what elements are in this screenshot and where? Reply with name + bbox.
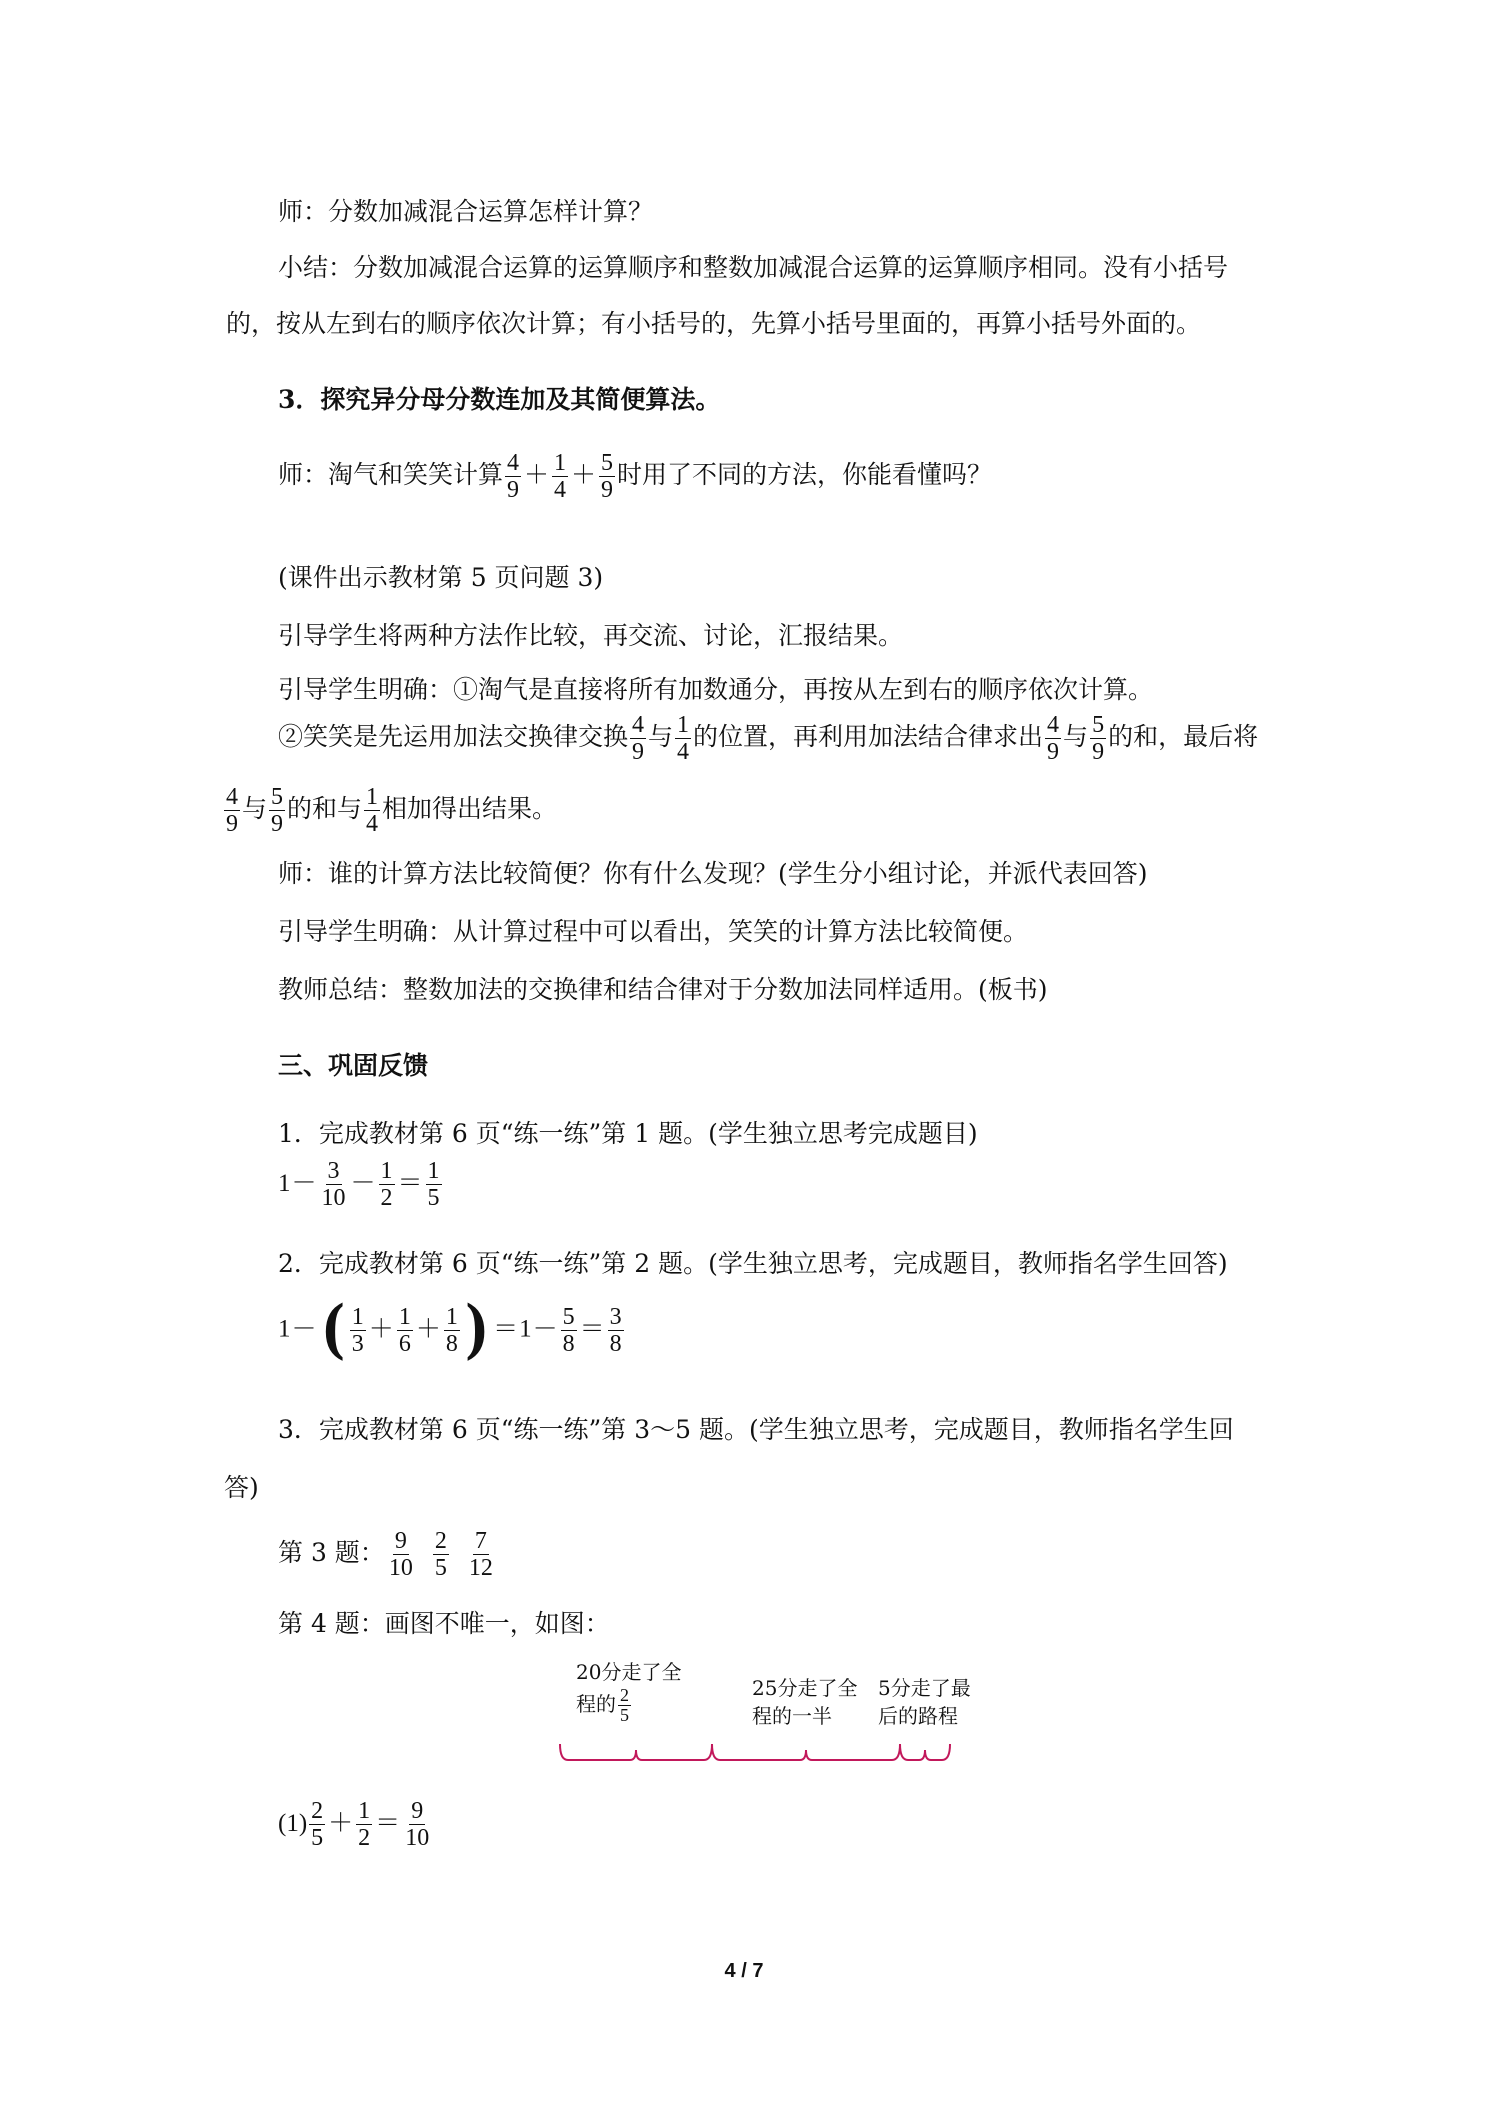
left-parenthesis: ( (320, 1292, 345, 1367)
fraction (426, 1158, 442, 1211)
denominator: 10 (388, 1555, 413, 1581)
paragraph-summary-line2: 的，按从左到右的顺序依次计算；有小括号的，先算小括号里面的，再算小括号外面的。 (226, 309, 1202, 338)
denominator: 4 (554, 477, 567, 503)
numerator: 4 (1047, 712, 1060, 738)
numerator: 9 (394, 1528, 407, 1554)
label-text: 后的路程 (878, 1704, 958, 1728)
fraction (350, 1304, 366, 1357)
paragraph-exercise-3-line2: 答) (224, 1473, 259, 1502)
fraction (379, 1158, 395, 1211)
diagram-label-segment1 (576, 1658, 681, 1725)
denominator: 5 (427, 1185, 440, 1211)
text-segment: 的和与 (287, 794, 363, 823)
numerator: 3 (327, 1158, 340, 1184)
answer-question-4-part1 (278, 1798, 433, 1851)
equals-sign: ＝ (397, 1170, 423, 1197)
denominator: 9 (632, 739, 645, 765)
text-segment: 与 (242, 794, 268, 823)
minus-sign: － (291, 1170, 317, 1197)
fraction (403, 1798, 431, 1851)
text-segment: 师：淘气和笑笑计算 (278, 460, 504, 489)
paragraph-question-4: 第 4 题：画图不唯一，如图： (278, 1609, 610, 1638)
heading-explore: 3．探究异分母分数连加及其简便算法。 (278, 385, 721, 414)
paragraph-exercise-3-line1: 3．完成教材第 6 页“练一练”第 3～5 题。(学生独立思考，完成题目，教师指名学生回 (278, 1415, 1234, 1444)
numerator: 5 (562, 1303, 575, 1330)
numerator: 7 (474, 1528, 487, 1554)
fraction (309, 1798, 325, 1851)
fraction (608, 1304, 624, 1357)
plus-sign: ＋ (368, 1315, 394, 1343)
equals-sign: ＝ (579, 1315, 605, 1343)
right-parenthesis: ) (464, 1292, 490, 1367)
plus-sign: ＋ (415, 1315, 441, 1343)
paragraph-guide-xiaoxiao-cont (222, 784, 557, 837)
label: (1) (278, 1810, 308, 1837)
denominator: 8 (609, 1330, 622, 1357)
fraction (387, 1528, 415, 1581)
numerator: 1 (554, 450, 567, 476)
fraction (561, 1304, 577, 1357)
text-segment: ②笑笑是先运用加法交换律交换 (278, 722, 629, 751)
number: 1 (278, 1170, 291, 1197)
plus-sign: ＋ (571, 462, 597, 489)
numerator: 1 (351, 1303, 364, 1330)
numerator: 4 (226, 784, 238, 810)
paragraph-summary-line1: 小结：分数加减混合运算的运算顺序和整数加减混合运算的运算顺序相同。没有小括号 (278, 253, 1229, 282)
fraction (1090, 712, 1106, 765)
numerator: 4 (507, 450, 520, 476)
fraction (552, 450, 568, 503)
denominator: 6 (398, 1330, 411, 1357)
label-text: 程的 (576, 1692, 616, 1716)
numerator: 1 (427, 1158, 440, 1184)
denominator: 8 (562, 1330, 575, 1357)
numerator: 1 (380, 1158, 393, 1184)
numerator: 4 (632, 712, 645, 738)
numerator: 5 (271, 784, 284, 810)
diagram-label-segment2 (752, 1674, 857, 1730)
denominator: 10 (321, 1185, 346, 1211)
heading-consolidate: 三、巩固反馈 (278, 1051, 429, 1080)
denominator: 8 (445, 1330, 458, 1357)
equation-exercise-2 (278, 1292, 626, 1367)
numerator: 2 (434, 1528, 447, 1554)
label: 第 3 题： (278, 1538, 385, 1567)
fraction (599, 450, 615, 503)
fraction (320, 1158, 348, 1211)
fraction (356, 1798, 372, 1851)
denominator: 4 (677, 739, 690, 765)
fraction (433, 1528, 449, 1581)
fraction (675, 712, 691, 765)
paragraph-teacher-question: 师：分数加减混合运算怎样计算？ (278, 197, 654, 226)
text-segment: 与 (648, 722, 674, 751)
text-segment: 的和，最后将 (1108, 722, 1259, 751)
denominator: 10 (405, 1825, 430, 1851)
number: 1 (278, 1315, 291, 1343)
denominator: 5 (434, 1555, 447, 1581)
numerator: 1 (366, 784, 379, 810)
fraction (224, 784, 240, 837)
denominator: 9 (601, 477, 614, 503)
paragraph-guide-conclusion: 引导学生明确：从计算过程中可以看出，笑笑的计算方法比较简便。 (278, 917, 1029, 946)
denominator: 9 (1047, 739, 1060, 765)
fraction (467, 1528, 495, 1581)
label-text: 25分走了全 (752, 1676, 858, 1700)
paragraph-teacher-summary: 教师总结：整数加法的交换律和结合律对于分数加法同样适用。(板书) (278, 975, 1048, 1004)
denominator: 4 (366, 811, 379, 837)
numerator: 9 (411, 1798, 424, 1824)
numerator: 1 (358, 1798, 371, 1824)
numerator: 5 (601, 450, 614, 476)
numerator: 1 (445, 1303, 458, 1330)
paragraph-exercise-2: 2．完成教材第 6 页“练一练”第 2 题。(学生独立思考，完成题目，教师指名学生回答) (278, 1249, 1228, 1278)
label-text: 5分走了最 (878, 1676, 971, 1700)
fraction (364, 784, 380, 837)
numerator: 3 (609, 1303, 622, 1330)
plus-sign: ＋ (524, 462, 550, 489)
paragraph-teacher-method (278, 450, 992, 503)
denominator: 3 (351, 1330, 364, 1357)
denominator: 9 (271, 811, 284, 837)
bracket-segment-1 (560, 1744, 712, 1760)
fraction (505, 450, 521, 503)
numerator: 2 (620, 1685, 629, 1705)
fraction (1045, 712, 1061, 765)
answer-question-3 (278, 1528, 497, 1581)
equals-sign: ＝ (493, 1315, 519, 1343)
number: 1 (519, 1315, 532, 1343)
fraction (444, 1304, 460, 1357)
numerator: 1 (398, 1303, 411, 1330)
denominator: 9 (1092, 739, 1105, 765)
bracket-segment-3 (900, 1744, 950, 1760)
label-text: 20分走了全 (576, 1660, 682, 1684)
paragraph-courseware: (课件出示教材第 5 页问题 3) (278, 563, 604, 592)
denominator: 2 (380, 1185, 393, 1211)
paragraph-guide-taoqi: 引导学生明确：①淘气是直接将所有加数通分，再按从左到右的顺序依次计算。 (278, 675, 1154, 704)
fraction (618, 1686, 631, 1725)
paragraph-guide-xiaoxiao (278, 712, 1258, 765)
denominator: 9 (507, 477, 520, 503)
text-segment: 与 (1063, 722, 1089, 751)
minus-sign: － (532, 1315, 558, 1343)
bracket-segment-2 (712, 1744, 900, 1760)
fraction (397, 1304, 413, 1357)
plus-sign: ＋ (328, 1810, 354, 1837)
label-text: 程的一半 (752, 1704, 832, 1728)
denominator: 5 (620, 1705, 629, 1725)
equals-sign: ＝ (375, 1810, 401, 1837)
diagram-label-segment3 (878, 1674, 971, 1730)
text-segment: 的位置，再利用加法结合律求出 (693, 722, 1044, 751)
denominator: 12 (468, 1555, 493, 1581)
text-segment: 时用了不同的方法，你能看懂吗？ (617, 460, 993, 489)
equation-exercise-1 (278, 1158, 444, 1211)
fraction (269, 784, 285, 837)
numerator: 2 (311, 1798, 324, 1824)
denominator: 2 (358, 1825, 371, 1851)
fraction (630, 712, 646, 765)
numerator: 1 (677, 712, 690, 738)
paragraph-guide-compare: 引导学生将两种方法作比较，再交流、讨论，汇报结果。 (278, 621, 904, 650)
minus-sign: － (291, 1315, 317, 1343)
page-number: 4 / 7 (724, 1960, 764, 1982)
denominator: 5 (311, 1825, 324, 1851)
text-segment: 相加得出结果。 (382, 794, 558, 823)
numerator: 5 (1092, 712, 1105, 738)
paragraph-teacher-discuss: 师：谁的计算方法比较简便？你有什么发现？(学生分小组讨论，并派代表回答) (278, 859, 1148, 888)
minus-sign: － (350, 1170, 376, 1197)
paragraph-exercise-1: 1．完成教材第 6 页“练一练”第 1 题。(学生独立思考完成题目) (278, 1119, 978, 1148)
denominator: 9 (226, 811, 238, 837)
